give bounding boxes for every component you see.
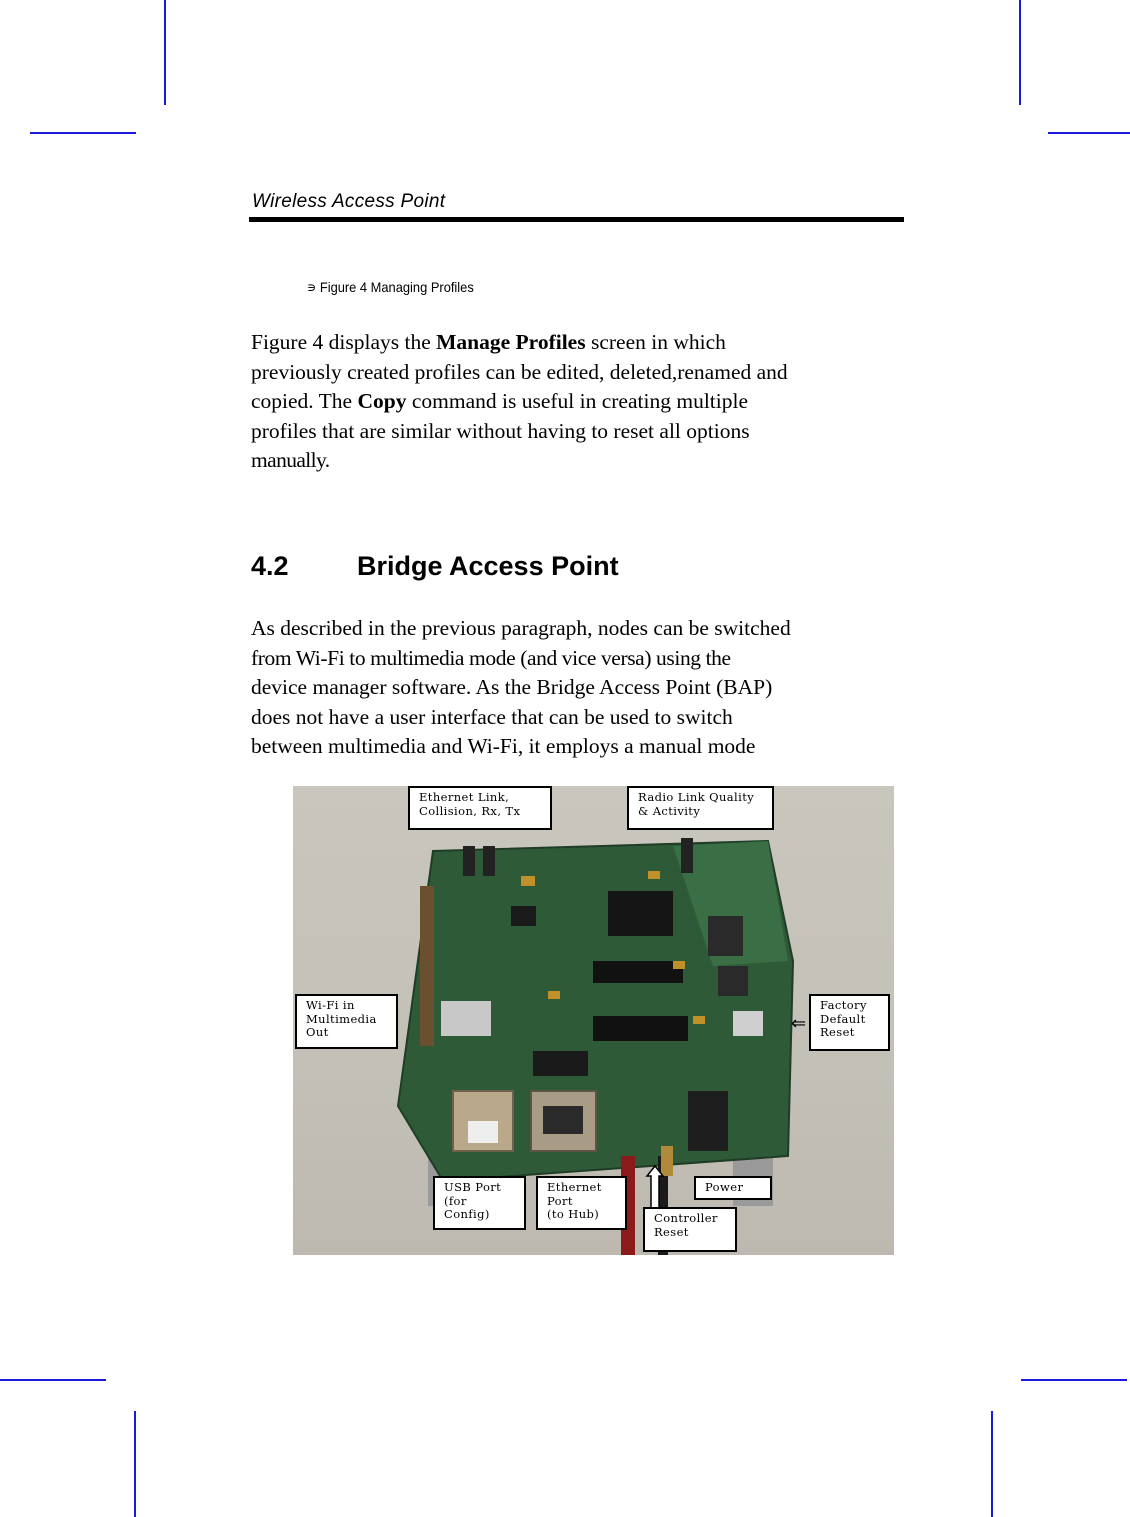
callout-power: Power [694,1176,772,1200]
text-line: between multimedia and Wi-Fi, it employs a manual mode [251,734,756,758]
section-number: 4.2 [251,551,289,581]
crop-mark [134,1411,136,1517]
crop-mark [164,0,166,105]
callout-wifi-multimedia: Wi-Fi in Multimedia Out [295,994,398,1049]
crop-mark [0,1379,106,1381]
callout-ethernet-link: Ethernet Link, Collision, Rx, Tx [408,786,552,830]
arrow-left-icon: ⇐ [791,1013,807,1034]
text-line: copied. The Copy command is useful in creating multiple [251,389,749,413]
crop-mark [1019,0,1021,105]
text-line: Figure 4 displays the Manage Profiles screen in which [251,330,726,354]
running-header: Wireless Access Point [252,191,446,212]
paragraph-bridge-access-point [251,614,871,762]
callout-factory-default-reset: Factory Default Reset [809,994,890,1051]
callout-radio-link: Radio Link Quality & Activity [627,786,774,830]
callout-ethernet-port: Ethernet Port (to Hub) [536,1176,627,1230]
section-title: Bridge Access Point [357,551,619,581]
text-line: previously created profiles can be edited, deleted,renamed and [251,359,788,384]
crop-mark [1048,132,1130,134]
text-line: device manager software. As the Bridge Access Point (BAP) [251,675,773,699]
text-line: does not have a user interface that can be used to switch [251,704,733,729]
header-rule [249,217,904,222]
text-line: manually. [251,448,330,472]
board-photo [293,786,894,1255]
caption-bullet: ∍ [307,279,317,295]
caption-text: Figure 4 Managing Profiles [319,279,474,295]
figure-caption [307,279,474,296]
paragraph-manage-profiles [251,328,871,476]
text-line: profiles that are similar without having to reset all options [251,418,750,443]
crop-mark [1021,1379,1127,1381]
crop-mark [30,132,136,134]
text-line: from Wi-Fi to multimedia mode (and vice versa) using the [251,645,731,670]
crop-mark [991,1411,993,1517]
text-line: As described in the previous paragraph, nodes can be switched [251,616,791,640]
callout-usb-port: USB Port (for Config) [433,1176,526,1230]
callout-controller-reset: Controller Reset [643,1207,737,1252]
